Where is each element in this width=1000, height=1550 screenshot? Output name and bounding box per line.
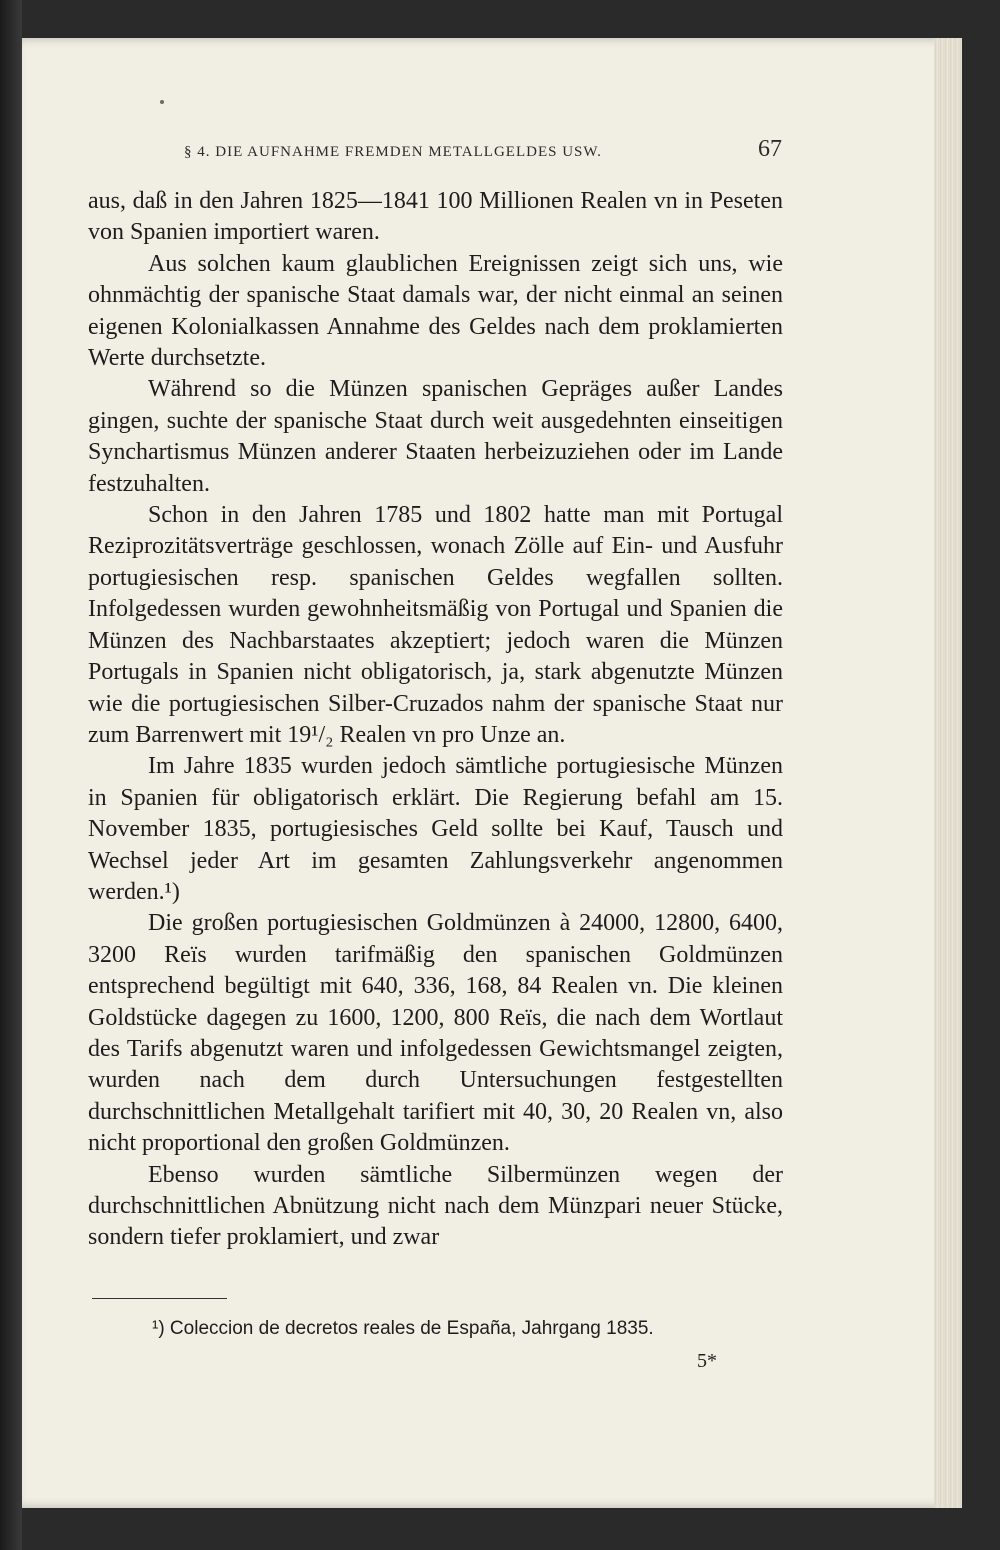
- paragraph: aus, daß in den Jahren 1825—1841 100 Millionen Realen vn in Peseten von Spanien importiert waren.: [88, 188, 783, 246]
- page-edge: [934, 38, 962, 1508]
- signature-mark: 5*: [697, 1350, 717, 1372]
- paragraph: Die großen portugiesischen Goldmünzen à 24000, 12800, 6400, 3200 Reïs wurden tarifmäßig den spanischen Goldmünzen entsprechend begültigt mit 640, 336, 168, 84 Realen vn. Die kleinen Goldstücke dagegen zu 1600, 1200, 800 Reïs, die nach dem Wortlaut des Tarifs abgenutzt waren und infolgedessen Gewichtsmangel zeigten, wurden nach dem durch Untersuchungen festgestellten durchschnittlichen Metallgehalt tarifiert mit 40, 30, 20 Realen vn, also nicht proportional den großen Goldmünzen.: [88, 910, 783, 1157]
- scan-background: [0, 0, 22, 1550]
- paragraph: Schon in den Jahren 1785 und 1802 hatte man mit Portugal Reziprozitätsverträge geschlossen, wonach Zölle auf Ein- und Ausfuhr portugiesischen resp. spanischen Geldes wegfallen sollten. Infolgedessen wurden gewohnheitsmäßig von Portugal und Spanien die Münzen des Nachbarstaates akzeptiert; jedoch waren die Münzen Portugals in Spanien nicht obligatorisch, ja, stark abgenutzte Münzen wie die portugiesischen Silber-Cruzados nahm der spanische Staat nur zum Barrenwert mit 19¹/₂ Realen vn pro Unze an.: [88, 502, 783, 748]
- footnote: ¹) Coleccion de decretos reales de España, Jahrgang 1835.: [152, 1318, 654, 1339]
- section-title: § 4. DIE AUFNAHME FREMDEN METALLGELDES USW.: [184, 144, 602, 160]
- paragraph: Im Jahre 1835 wurden jedoch sämtliche portugiesische Münzen in Spanien für obligatorisch erklärt. Die Regierung befahl am 15. November 1835, portugiesisches Geld sollte bei Kauf, Tausch und Wechsel jeder Art im gesamten Zahlungsverkehr angenommen werden.¹): [88, 753, 783, 905]
- paragraph: Ebenso wurden sämtliche Silbermünzen wegen der durchschnittlichen Abnützung nicht nach dem Münzpari neuer Stücke, sondern tiefer proklamiert, und zwar: [88, 1161, 783, 1251]
- body-text: [88, 186, 783, 1254]
- running-header: [92, 136, 827, 176]
- paragraph: Während so die Münzen spanischen Gepräges außer Landes gingen, suchte der spanische Staat durch weit ausgedehnten einseitigen Synchartismus Münzen anderer Staaten herbeizuziehen oder im Lande festzuhalten.: [88, 376, 783, 497]
- footnote-rule: [92, 1298, 227, 1299]
- page-number: 67: [758, 136, 782, 162]
- paragraph: Aus solchen kaum glaublichen Ereignissen zeigt sich uns, wie ohnmächtig der spanische Staat damals war, der nicht einmal an seinen eigenen Kolonialkassen Annahme des Geldes nach dem proklamierten Werte durchsetzte.: [88, 250, 783, 372]
- paper-speck: [160, 100, 164, 104]
